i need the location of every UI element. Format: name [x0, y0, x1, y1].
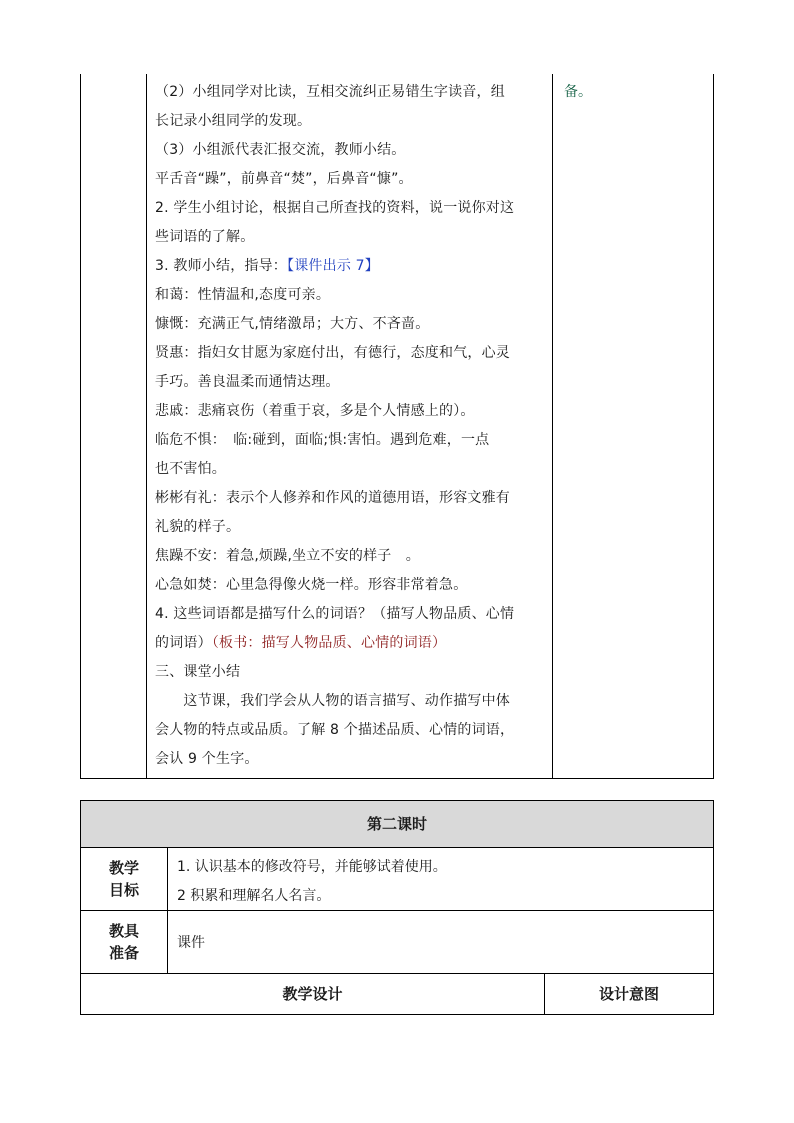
content-line [155, 689, 510, 713]
lesson-plan-table [80, 800, 714, 1015]
lesson-table-continued [80, 74, 714, 779]
column-divider-right [552, 74, 553, 778]
content-text-segment: 礼貌的样子。 [155, 519, 241, 535]
content-text-segment: 3. 教师小结，指导： [155, 258, 288, 274]
content-line [155, 312, 429, 336]
lesson-period-title: 第二课时 [81, 801, 713, 848]
content-line [155, 254, 379, 278]
content-text-segment: 心急如焚：心里急得像火烧一样。形容非常着急。 [155, 577, 468, 593]
content-line [155, 341, 510, 365]
goal-label-line-1: 教学 [108, 859, 139, 877]
content-line [155, 544, 420, 568]
column-divider-left [146, 74, 147, 778]
goal-item-2: 2 积累和理解名人名言。 [177, 888, 331, 904]
content-line [155, 196, 514, 220]
content-line [155, 399, 475, 423]
content-line [155, 718, 514, 742]
content-line [155, 167, 413, 191]
content-text-segment: 临危不惧： 临:碰到，面临;惧:害怕。遇到危难，一点 [155, 432, 490, 448]
content-text-segment: 手巧。善良温柔而通情达理。 [155, 374, 340, 390]
content-line [155, 370, 340, 394]
content-text-segment: 4. 这些词语都是描写什么的词语？（描写人物品质、心情 [155, 606, 515, 622]
content-text-segment: 也不害怕。 [155, 461, 226, 477]
content-text-segment: 的词语） [155, 635, 212, 651]
prep-label [81, 920, 167, 964]
content-text-segment: 慷慨：充满正气,情绪激昂；大方、不吝啬。 [155, 316, 430, 332]
content-line [155, 573, 467, 597]
content-line [155, 109, 311, 133]
content-text-segment: 三、课堂小结 [155, 664, 241, 680]
content-line [155, 428, 489, 452]
content-text-segment: （2）小组同学对比读，互相交流纠正易错生字读音，组 [155, 84, 505, 100]
content-line [155, 515, 240, 539]
goal-label-line-2: 目标 [108, 881, 139, 899]
content-line [155, 660, 240, 684]
design-intent-header: 设计意图 [598, 985, 659, 1003]
content-text-segment: 【课件出示 7】 [287, 258, 379, 274]
content-text-segment: 这节课，我们学会从人物的语言描写、动作描写中体 [155, 693, 510, 709]
prep-label-line-2: 准备 [108, 944, 139, 962]
prep-value: 课件 [177, 935, 205, 951]
content-text-segment: 些词语的了解。 [155, 229, 255, 245]
content-text-segment: （3）小组派代表汇报交流，教师小结。 [155, 142, 406, 158]
content-line [155, 138, 406, 162]
content-line [155, 283, 330, 307]
row-divider [81, 910, 713, 911]
content-text-segment: 长记录小组同学的发现。 [155, 113, 312, 129]
prep-label-line-1: 教具 [108, 922, 139, 940]
content-text-segment: 和蔼：性情温和,态度可亲。 [155, 287, 331, 303]
content-text-segment: 2. 学生小组讨论，根据自己所查找的资料，说一说你对这 [155, 200, 515, 216]
content-line [155, 80, 505, 104]
content-text-segment: 会人物的特点或品质。了解 8 个描述品质、心情的词语， [155, 722, 515, 738]
content-line [155, 225, 254, 249]
content-text-segment: 贤惠：指妇女甘愿为家庭付出，有德行，态度和气，心灵 [155, 345, 510, 361]
content-text-segment: 焦躁不安：着急,烦躁,坐立不安的样子 。 [155, 548, 420, 564]
goal-label [81, 857, 167, 901]
content-line [155, 486, 510, 510]
content-text-segment: 彬彬有礼：表示个人修养和作风的道德用语，形容文雅有 [155, 490, 510, 506]
content-line [155, 457, 226, 481]
content-text-segment: （板书：描写人物品质、心情的词语） [211, 635, 447, 651]
content-text-segment: 悲戚：悲痛哀伤（着重于哀，多是个人情感上的）。 [155, 403, 475, 419]
content-text-segment: 平舌音“躁”，前鼻音“焚”，后鼻音“慷”。 [155, 171, 413, 187]
design-intent-text: 备。 [564, 84, 592, 100]
teaching-design-header: 教学设计 [282, 985, 343, 1003]
content-line [155, 602, 514, 626]
content-text-segment: 会认 9 个生字。 [155, 751, 259, 767]
content-line [155, 631, 446, 655]
label-column-divider [167, 848, 168, 973]
content-line [155, 747, 259, 771]
goal-item-1: 1. 认识基本的修改符号，并能够试着使用。 [177, 859, 447, 875]
